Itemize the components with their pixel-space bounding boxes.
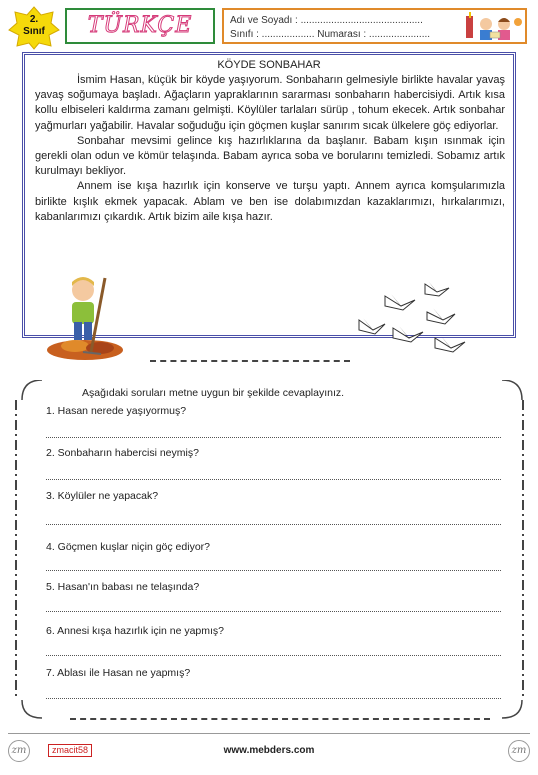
reading-title: KÖYDE SONBAHAR bbox=[217, 59, 321, 71]
footer-website-link[interactable]: www.mebders.com bbox=[223, 745, 315, 756]
migrating-geese-icon bbox=[355, 278, 475, 368]
subject-box bbox=[65, 8, 215, 44]
footer-tag: zmacit58 bbox=[48, 744, 92, 757]
boy-raking-leaves-icon bbox=[45, 272, 125, 362]
student-info-box bbox=[222, 8, 527, 44]
answer-line-7[interactable] bbox=[46, 698, 501, 699]
answer-line-6[interactable] bbox=[46, 655, 501, 656]
grade-badge bbox=[8, 6, 60, 50]
answer-line-3[interactable] bbox=[46, 524, 501, 525]
answer-line-4[interactable] bbox=[46, 570, 501, 571]
question-7: 7. Ablası ile Hasan ne yapmış? bbox=[46, 667, 191, 679]
questions-instruction: Aşağıdaki soruları metne uygun bir şekilde cevaplayınız. bbox=[82, 387, 345, 399]
question-3: 3. Köylüler ne yapacak? bbox=[46, 490, 159, 502]
grade-label bbox=[8, 14, 60, 38]
question-5: 5. Hasan'ın babası ne telaşında? bbox=[46, 581, 200, 593]
subject-title: TÜRKÇE bbox=[87, 13, 193, 38]
reading-text bbox=[35, 73, 505, 225]
grade-number: 2. bbox=[29, 14, 39, 25]
answer-line-2[interactable] bbox=[46, 479, 501, 480]
reading-paragraph-1: İsmim Hasan, küçük bir köyde yaşıyorum. Sonbaharın gelmesiyle birlikte havalar yavaş yavaş soğumaya başladı. Ağaçların yapraklarının sararması sonbaharın habercisiydi. Artık kısa kollu elbiseleri kaldırma zamanı gelmişti. Köylüler tarlaları sürüp , tohum ekecek. Artık sonbahar yağmurları yağabilir. Havalar soğuduğu için göçmen kuşlar sanırım sıcak ülkelere göç ediyorlar. bbox=[35, 74, 505, 132]
logo-right: zm bbox=[508, 740, 530, 762]
name-field-label: Adı ve Soyadı : ............................................ bbox=[230, 15, 423, 26]
grade-unit: Sınıf bbox=[23, 26, 45, 37]
class-number-field-label: Sınıfı : ................... Numarası : ...................... bbox=[230, 29, 431, 40]
question-4: 4. Göçmen kuşlar niçin göç ediyor? bbox=[46, 541, 210, 553]
question-6: 6. Annesi kışa hazırlık için ne yapmış? bbox=[46, 625, 225, 637]
answer-line-5[interactable] bbox=[46, 611, 501, 612]
top-divider bbox=[150, 360, 350, 362]
reading-paragraph-2: Sonbahar mevsimi gelince kış hazırlıklarına da başlanır. Babam kışın ısınmak için gerekli olan odun ve kömür telaşında. Babam ayrıca soba ve borularını temizledi. Sobamız artık kurulmayı bekliyor. bbox=[35, 134, 505, 178]
footer-rule bbox=[8, 733, 530, 734]
reading-paragraph-3: Annem ise kışa hazırlık için konserve ve turşu yaptı. Annem ayrıca komşularımızla birlikte kışlık ekmek yapacak. Ablam ve ben ise dolabımızdan kazaklarımızı, hırkalarımızı, kabanlarımızı çıkardık. Artık bizim aile kışa hazır. bbox=[35, 180, 505, 223]
kids-reading-icon bbox=[464, 12, 524, 42]
question-2: 2. Sonbaharın habercisi neymiş? bbox=[46, 447, 199, 459]
question-1: 1. Hasan nerede yaşıyormuş? bbox=[46, 405, 187, 417]
answer-line-1[interactable] bbox=[46, 437, 501, 438]
logo-left: zm bbox=[8, 740, 30, 762]
